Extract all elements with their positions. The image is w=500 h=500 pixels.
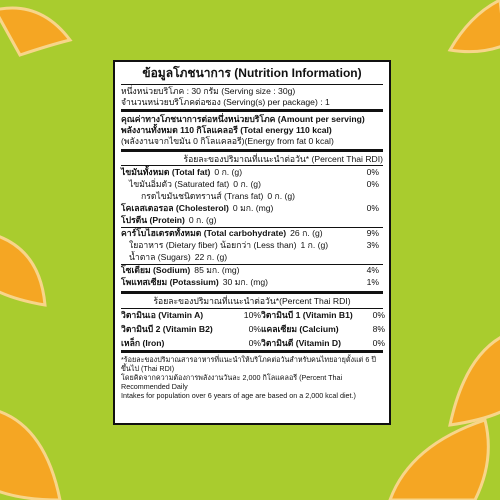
amount-per-serving-header: คุณค่าทางโภชนาการต่อหนึ่งหน่วยบริโภค (Amount per serving) (121, 114, 365, 125)
nutrient-amount: 26 ก. (g) (290, 228, 323, 239)
rdi-header: ร้อยละของปริมาณที่แนะนำต่อวัน* (Percent Thai RDI) (183, 153, 383, 164)
candy-slice-bottom-right (380, 405, 500, 500)
candy-slice-top-left (0, 0, 90, 90)
nutrient-row (121, 240, 383, 252)
nutrient-row (121, 277, 383, 289)
nutrient-percent: 4% (366, 265, 379, 276)
nutrient-percent: 0% (366, 167, 379, 178)
nutrient-name: คาร์โบไฮเดรตทั้งหมด (Total carbohydrate) (121, 228, 287, 239)
nutrient-name: โซเดียม (Sodium) (121, 265, 191, 276)
vitamin-percent: 0% (372, 337, 385, 348)
nutrient-name: กรดไขมันชนิดทรานส์ (Trans fat) (141, 191, 264, 202)
serving-size: หนึ่งหน่วยบริโภค : 30 กรัม (Serving size : 30g) (121, 86, 296, 96)
vitamin-name: เหล็ก (Iron) (121, 337, 165, 348)
nutrient-amount: 30 มก. (mg) (222, 277, 269, 288)
nutrient-row (121, 252, 383, 264)
nutrient-amount: 0 ก. (g) (233, 179, 261, 190)
candy-slice-bottom-left (0, 390, 70, 500)
nutrient-percent: 1% (366, 277, 379, 288)
nutrient-percent: 9% (366, 228, 379, 239)
nutrient-name: ใยอาหาร (Dietary fiber) น้อยกว่า (Less than) (129, 240, 297, 251)
total-energy: พลังงานทั้งหมด 110 กิโลแคลอรี (Total energy 110 kcal) (121, 125, 332, 136)
footnote-line-1: *ร้อยละของปริมาณสารอาหารที่แนะนำให้บริโภคต่อวันสำหรับคนไทยอายุตั้งแต่ 6 ปีขึ้นไป (Thai RDI) (121, 355, 376, 374)
nutrient-amount: 22 ก. (g) (194, 252, 228, 263)
vitamin-name: วิตามินบี 2 (Vitamin B2) (121, 323, 213, 334)
vitamin-name: วิตามินดี (Vitamin D) (261, 337, 341, 348)
vitamin-percent: 0% (372, 310, 385, 321)
nutrient-row (121, 264, 383, 277)
nutrient-percent: 0% (366, 179, 379, 190)
footnote-line-2: โดยคิดจากความต้องการพลังงานวันละ 2,000 กิโลแคลอรี (Percent Thai Recommended Daily (121, 373, 343, 392)
nutrition-title: ข้อมูลโภชนาการ (Nutrition Information) (142, 66, 362, 80)
nutrient-name: โคเลสเตอรอล (Cholesterol) (121, 203, 229, 214)
vitamin-name: วิตามินเอ (Vitamin A) (121, 310, 204, 321)
nutrient-amount: 0 ก. (g) (267, 191, 296, 202)
nutrient-row (121, 167, 383, 179)
vitamin-percent: 8% (372, 323, 385, 334)
vitamin-percent: 10% (243, 310, 261, 321)
nutrient-row (121, 179, 383, 191)
nutrient-percent: 3% (366, 240, 379, 251)
footnote (121, 355, 383, 400)
nutrient-amount: 0 ก. (g) (214, 167, 243, 178)
nutrient-amount: 1 ก. (g) (300, 240, 329, 251)
nutrient-amount: 0 มก. (mg) (232, 203, 274, 214)
rdi-header-vitamins: ร้อยละของปริมาณที่แนะนำต่อวัน*(Percent Thai RDI) (153, 296, 351, 307)
candy-slice-left (0, 230, 60, 310)
footnote-line-3: Intakes for population over 6 years of age are based on a 2,000 kcal diet.) (121, 391, 356, 401)
nutrient-name: ไขมันทั้งหมด (Total fat) (121, 167, 211, 178)
nutrient-row (121, 215, 383, 227)
vitamin-grid (121, 310, 383, 348)
nutrient-list (121, 167, 383, 289)
nutrient-name: น้ำตาล (Sugars) (129, 252, 191, 263)
vitamin-name: แคลเซียม (Calcium) (261, 323, 339, 334)
nutrient-row (121, 191, 383, 203)
vitamin-name: วิตามินบี 1 (Vitamin B1) (261, 310, 353, 321)
nutrition-label (113, 60, 391, 425)
nutrient-name: ไขมันอิ่มตัว (Saturated fat) (129, 179, 230, 190)
energy-from-fat: (พลังงานจากไขมัน 0 กิโลแคลอรี)(Energy from fat 0 kcal) (121, 135, 334, 146)
nutrient-percent: 0% (366, 203, 379, 214)
nutrient-row (121, 203, 383, 215)
nutrient-row (121, 227, 383, 240)
vitamin-percent: 0% (248, 337, 261, 348)
nutrient-amount: 85 มก. (mg) (194, 265, 240, 276)
nutrient-name: โพแทสเซียม (Potassium) (121, 277, 219, 288)
vitamin-percent: 0% (248, 323, 261, 334)
nutrient-amount: 0 ก. (g) (188, 215, 217, 226)
servings-per-package: จำนวนหน่วยบริโภคต่อซอง (Serving(s) per package) : 1 (121, 96, 330, 107)
nutrient-name: โปรตีน (Protein) (121, 215, 185, 226)
candy-slice-top-right (410, 0, 500, 80)
